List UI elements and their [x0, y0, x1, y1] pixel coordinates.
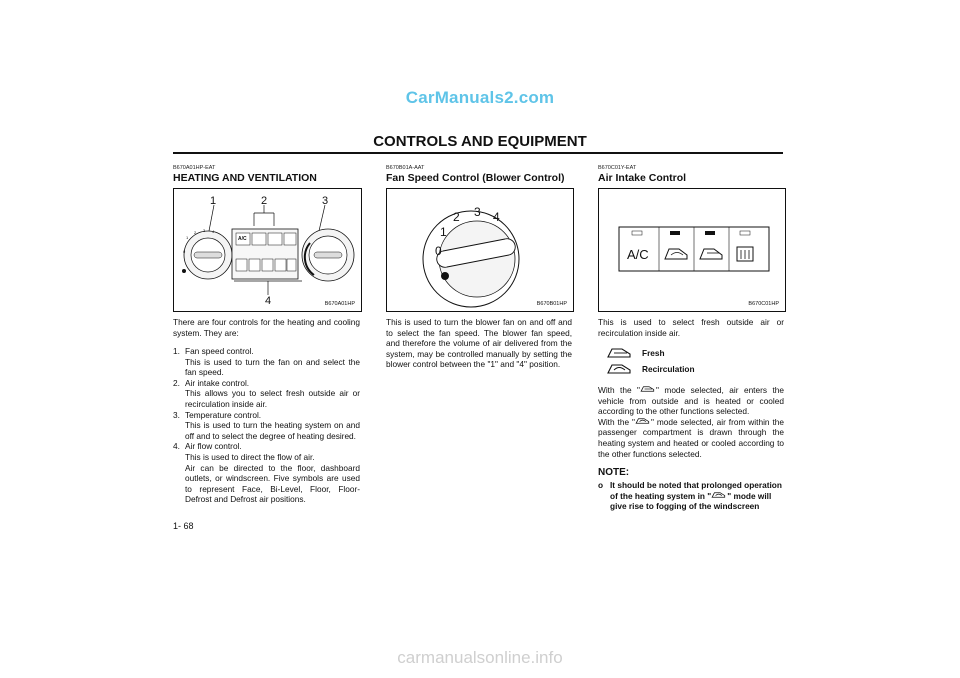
- watermark-bottom: carmanualsonline.info: [397, 648, 563, 667]
- legend-label: Fresh: [642, 348, 665, 358]
- dial-mark-4: 4: [493, 210, 500, 224]
- callout-2: 2: [261, 195, 268, 207]
- section-title: Fan Speed Control (Blower Control): [386, 172, 565, 184]
- page-title: CONTROLS AND EQUIPMENT: [373, 133, 587, 150]
- callout-3: 3: [322, 195, 329, 207]
- legend-label: Recirculation: [642, 364, 695, 374]
- list-item: 3. Temperature control. This is used to turn the heating system on and off and to select the degree of heating desired.: [173, 409, 360, 441]
- controls-list: [173, 346, 360, 505]
- figure-code: B670B01HP: [536, 301, 567, 307]
- dial-mark-2: 2: [453, 210, 460, 224]
- header-rule: [173, 152, 783, 154]
- legend: [606, 345, 695, 377]
- fresh-mode-paragraph: With the " " mode selected, air enters the vehicle from outside and is heated or cooled according to the other functions selected. With the " " mode selected, air from within the passenger compartment is drawn through the heating system and heated or cooled according to the other functions selected.: [598, 385, 785, 459]
- section-code: B670C01Y-EAT: [598, 165, 637, 171]
- section-title: HEATING AND VENTILATION: [173, 172, 317, 184]
- ac-label: A/C: [238, 236, 247, 242]
- recirculation-icon: [606, 363, 634, 375]
- hvac-panel-illustration: [174, 189, 361, 311]
- legend-fresh: [606, 345, 695, 361]
- dial-mark-0: 0: [435, 244, 442, 258]
- fan-mark-0: 0: [183, 249, 186, 254]
- air-intake-figure: [598, 188, 786, 312]
- page-number: 1- 68: [173, 521, 194, 531]
- figure-code: B670C01HP: [748, 301, 779, 307]
- blower-description: This is used to turn the blower fan on and off and to select the fan speed. The blower fan speed, and therefore the volume of air delivered from the system, may be controlled manually by setting the blower control between the "1" and "4" position.: [386, 317, 572, 370]
- fan-mark-2: 2: [194, 230, 197, 235]
- blower-control-figure: [386, 188, 574, 312]
- note-heading: NOTE:: [598, 467, 630, 478]
- fresh-air-icon: [640, 385, 656, 393]
- fan-mark-3: 3: [203, 228, 206, 233]
- section-title: Air Intake Control: [598, 172, 687, 184]
- intro-text: There are four controls for the heating and cooling system. They are:: [173, 317, 360, 338]
- section-code: B670B01A-AAT: [386, 165, 425, 171]
- list-item: 2. Air intake control. This allows you to select fresh outside air or recirculation inside air.: [173, 377, 360, 409]
- intake-intro: This is used to select fresh outside air or recirculation inside air.: [598, 317, 784, 338]
- ac-button-label: A/C: [627, 247, 649, 262]
- callout-4: 4: [265, 295, 272, 307]
- recirculation-icon: [711, 491, 727, 499]
- legend-recirculation: [606, 361, 695, 377]
- dial-mark-3: 3: [474, 205, 481, 219]
- dial-mark-1: 1: [440, 225, 447, 239]
- fan-mark-4: 4: [212, 229, 215, 234]
- hvac-panel-figure: [173, 188, 362, 312]
- section-code: B670A01HP-EAT: [173, 165, 216, 171]
- recirculation-icon: [635, 417, 651, 425]
- fresh-air-icon: [606, 347, 634, 359]
- note-body: o It should be noted that prolonged operation of the heating system in " " mode will give rise to fogging of the windscreen: [598, 480, 782, 512]
- figure-code: B670A01HP: [324, 301, 355, 307]
- fan-mark-1: 1: [186, 235, 189, 240]
- list-item: 4. Air flow control. This is used to direct the flow of air. Air can be directed to the floor, dashboard outlets, or windscreen. Five symbols are used to represent Face, Bi-Level, Floor, Floor-Defrost and Defrost air positions.: [173, 441, 360, 505]
- list-item: 1. Fan speed control. This is used to turn the fan on and select the fan speed.: [173, 346, 360, 378]
- callout-1: 1: [210, 195, 217, 207]
- watermark-top: CarManuals2.com: [405, 88, 555, 107]
